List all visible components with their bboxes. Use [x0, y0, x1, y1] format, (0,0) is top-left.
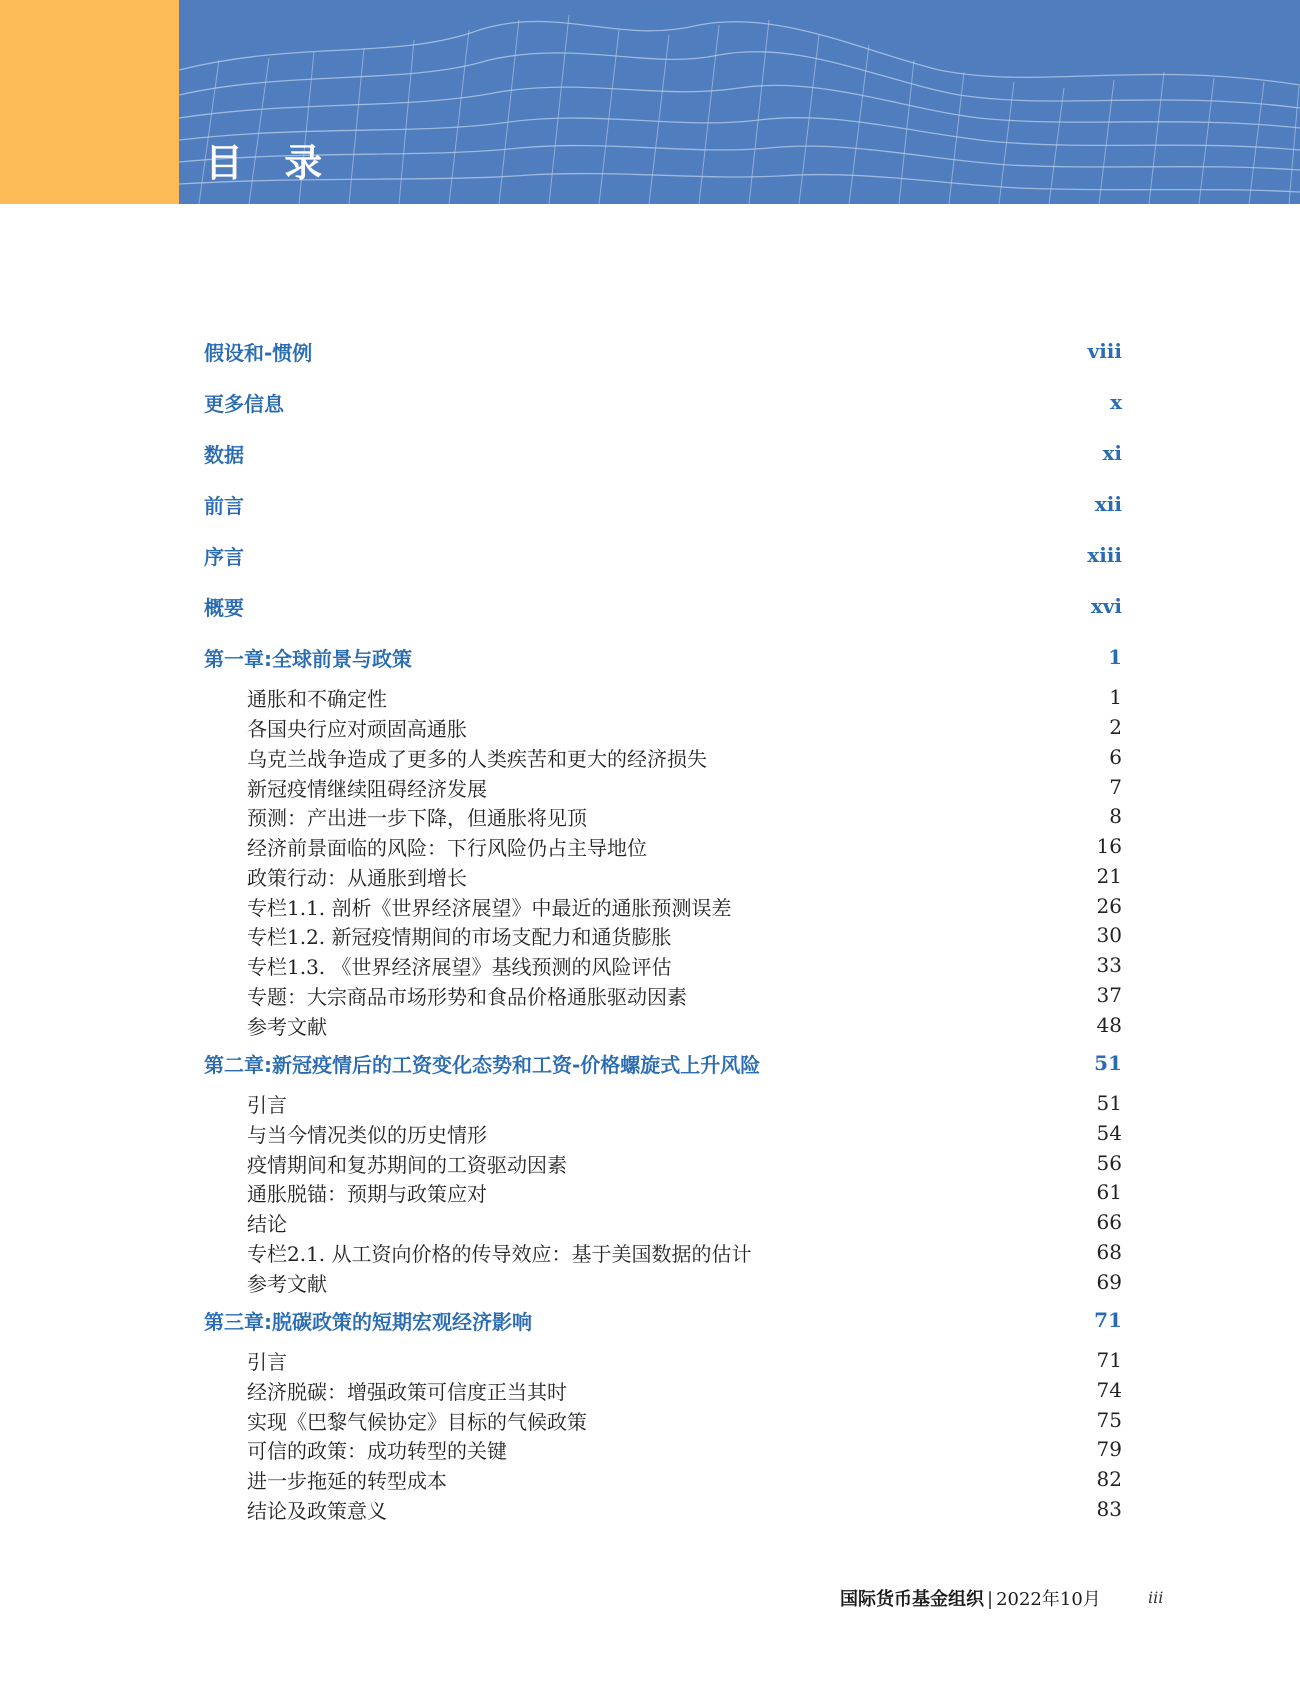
toc-entry-label: 假设和-惯例 [204, 340, 313, 365]
toc-subentry-page: 16 [1096, 834, 1122, 858]
toc-subentry[interactable] [204, 801, 1122, 831]
footer-date: 2022年10月 [996, 1589, 1101, 1610]
header-banner [179, 0, 1300, 204]
toc-subentry-label: 各国央行应对顽固高通胀 [247, 716, 467, 741]
toc-entry-page: x [1110, 390, 1122, 414]
toc-chapter-3[interactable] [204, 1303, 1122, 1337]
toc-subentry-page: 61 [1096, 1180, 1122, 1204]
toc-entry-page: xiii [1087, 543, 1122, 567]
toc-subentry-page: 74 [1096, 1378, 1122, 1402]
toc-subentry-page: 79 [1096, 1437, 1122, 1461]
toc-subentry-label: 专栏2.1. 从工资向价格的传导效应：基于美国数据的估计 [247, 1241, 752, 1266]
toc-subentry[interactable] [204, 1345, 1122, 1375]
toc-subentry-label: 通胀脱锚：预期与政策应对 [247, 1181, 487, 1206]
toc-entry-foreword[interactable] [204, 538, 1122, 572]
toc-subentry-page: 6 [1109, 745, 1122, 769]
toc-subentry-page: 37 [1096, 983, 1122, 1007]
toc-entry-page: xi [1102, 441, 1122, 465]
toc-subentry-label: 参考文献 [247, 1271, 327, 1296]
footer-separator: | [987, 1589, 994, 1610]
toc-subentry-label: 参考文献 [247, 1014, 327, 1039]
toc-entry-preface[interactable] [204, 487, 1122, 521]
toc-subentry-page: 7 [1109, 775, 1122, 799]
toc-subentry-label: 进一步拖延的转型成本 [247, 1468, 447, 1493]
toc-subentry[interactable] [204, 1494, 1122, 1524]
page-number: iii [1148, 1588, 1164, 1607]
toc-subentry[interactable] [204, 1177, 1122, 1207]
toc-subentry[interactable] [204, 1434, 1122, 1464]
page-footer [840, 1585, 1101, 1611]
toc-subentry-label: 引言 [247, 1092, 287, 1117]
toc-subentry-page: 2 [1109, 715, 1122, 739]
toc-subentry-label: 通胀和不确定性 [247, 686, 387, 711]
toc-subentry-page: 71 [1096, 1348, 1122, 1372]
toc-subentry-page: 54 [1096, 1121, 1122, 1145]
toc-subentry-label: 预测：产出进一步下降，但通胀将见顶 [247, 805, 587, 830]
toc-subentry-label: 乌克兰战争造成了更多的人类疾苦和更大的经济损失 [247, 746, 707, 771]
toc-subentry-page: 75 [1096, 1408, 1122, 1432]
toc-chapter-label: 第三章:脱碳政策的短期宏观经济影响 [204, 1309, 532, 1334]
toc-subentry-label: 可信的政策：成功转型的关键 [247, 1438, 507, 1463]
page-title: 目 录 [205, 141, 337, 185]
toc-entry-label: 序言 [204, 544, 244, 569]
toc-subentry[interactable] [204, 891, 1122, 921]
toc-subentry-label: 实现《巴黎气候协定》目标的气候政策 [247, 1409, 587, 1434]
toc-subentry[interactable] [204, 980, 1122, 1010]
toc-subentry[interactable] [204, 1267, 1122, 1297]
toc-subentry-page: 83 [1096, 1497, 1122, 1521]
toc-subentry[interactable] [204, 682, 1122, 712]
toc-subentry-label: 结论 [247, 1211, 287, 1236]
toc-subentry-page: 56 [1096, 1151, 1122, 1175]
toc-entry-label: 数据 [204, 442, 244, 467]
toc-subentry[interactable] [204, 950, 1122, 980]
toc-subentry-label: 新冠疫情继续阻碍经济发展 [247, 776, 487, 801]
toc-entry-page: xvi [1090, 594, 1122, 618]
toc-subentry-label: 与当今情况类似的历史情形 [247, 1122, 487, 1147]
toc-subentry-page: 66 [1096, 1210, 1122, 1234]
toc-subentry-label: 结论及政策意义 [247, 1498, 387, 1523]
toc-subentry-label: 引言 [247, 1349, 287, 1374]
toc-entry-further-info[interactable] [204, 385, 1122, 419]
toc-chapter-label: 第一章:全球前景与政策 [204, 646, 412, 671]
toc-subentry-page: 48 [1096, 1013, 1122, 1037]
toc-chapter-2[interactable] [204, 1046, 1122, 1080]
toc-subentry[interactable] [204, 1088, 1122, 1118]
toc-entry-page: viii [1087, 339, 1122, 363]
toc-subentry-page: 68 [1096, 1240, 1122, 1264]
toc-subentry[interactable] [204, 861, 1122, 891]
toc-chapter-page: 1 [1108, 645, 1122, 669]
toc-subentry[interactable] [204, 1118, 1122, 1148]
toc-entry-executive-summary[interactable] [204, 589, 1122, 623]
toc-subentry-label: 专题：大宗商品市场形势和食品价格通胀驱动因素 [247, 984, 687, 1009]
toc-subentry-page: 1 [1109, 685, 1122, 709]
toc-subentry-label: 经济前景面临的风险：下行风险仍占主导地位 [247, 835, 647, 860]
toc-entry-label: 概要 [204, 595, 244, 620]
toc-subentry-label: 专栏1.3. 《世界经济展望》基线预测的风险评估 [247, 954, 672, 979]
toc-subentry[interactable] [204, 1207, 1122, 1237]
toc-subentry-label: 经济脱碳：增强政策可信度正当其时 [247, 1379, 567, 1404]
toc-chapter-1[interactable] [204, 640, 1122, 674]
toc-chapter-page: 71 [1094, 1308, 1122, 1332]
footer-organization: 国际货币基金组织 [840, 1589, 984, 1610]
toc-subentry[interactable] [204, 1010, 1122, 1040]
page-header [0, 0, 1300, 204]
toc-entry-label: 更多信息 [204, 391, 284, 416]
toc-subentry[interactable] [204, 1148, 1122, 1178]
toc-entry-data[interactable] [204, 436, 1122, 470]
toc-subentry-label: 政策行动：从通胀到增长 [247, 865, 467, 890]
toc-subentry-page: 30 [1096, 923, 1122, 947]
toc-entry-label: 前言 [204, 493, 244, 518]
toc-subentry[interactable] [204, 1237, 1122, 1267]
toc-subentry-label: 专栏1.1. 剖析《世界经济展望》中最近的通胀预测误差 [247, 895, 732, 920]
toc-subentry[interactable] [204, 1464, 1122, 1494]
toc-subentry[interactable] [204, 1405, 1122, 1435]
toc-chapter-label: 第二章:新冠疫情后的工资变化态势和工资-价格螺旋式上升风险 [204, 1052, 761, 1077]
toc-subentry[interactable] [204, 742, 1122, 772]
toc-subentry-page: 82 [1096, 1467, 1122, 1491]
toc-subentry[interactable] [204, 1375, 1122, 1405]
wireframe-terrain-graphic [179, 0, 1300, 204]
toc-subentry[interactable] [204, 712, 1122, 742]
toc-subentry[interactable] [204, 831, 1122, 861]
toc-subentry-label: 专栏1.2. 新冠疫情期间的市场支配力和通货膨胀 [247, 924, 672, 949]
toc-subentry-page: 69 [1096, 1270, 1122, 1294]
toc-subentry-page: 21 [1096, 864, 1122, 888]
toc-entry-assumptions[interactable] [204, 334, 1122, 368]
toc-subentry[interactable] [204, 920, 1122, 950]
toc-subentry-page: 33 [1096, 953, 1122, 977]
toc-subentry-page: 8 [1109, 804, 1122, 828]
toc-subentry-label: 疫情期间和复苏期间的工资驱动因素 [247, 1152, 567, 1177]
toc-chapter-page: 51 [1094, 1051, 1122, 1075]
toc-entry-page: xii [1094, 492, 1122, 516]
toc-subentry-page: 26 [1096, 894, 1122, 918]
toc-subentry[interactable] [204, 772, 1122, 802]
header-accent-block [0, 0, 179, 204]
toc-subentry-page: 51 [1096, 1091, 1122, 1115]
